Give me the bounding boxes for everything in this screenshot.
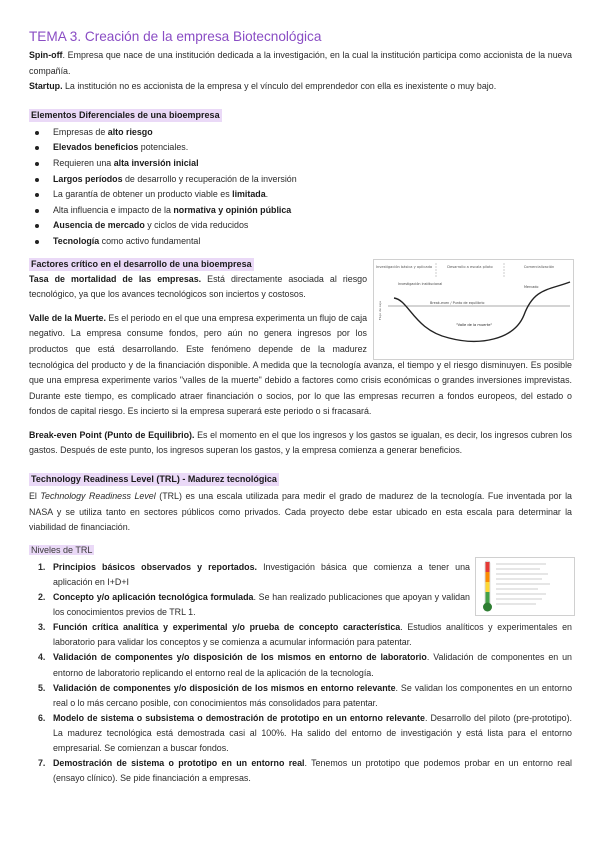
elementos-list [29, 125, 572, 250]
valley-of-death-figure [373, 259, 574, 360]
axis-label: Flujo de caja [378, 301, 382, 320]
startup-term: Startup. [29, 81, 63, 92]
list-item: 6. Modelo de sistema o subsistema o demostración de prototipo en un entorno relevante. Desarrollo del piloto (pre-prototipo). La madurez tecnológica está demostrada casi al 100%. Ha salido del entorno de investigación y está lista para el entorno empresarial. Se comienzan a buscar fondos. [38, 712, 572, 753]
list-item: 7. Demostración de sistema o prototipo en un entorno real. Tenemos un prototipo que podemos probar en un entorno real (ensayo clínico). Se pide financiación a empresas. [38, 758, 572, 784]
breakeven-paragraph [29, 428, 572, 459]
trl-scale-figure [475, 557, 575, 616]
valle-text: Es el periodo en el que una empresa experimenta un flujo de caja negativo. La empresa consume fondos, pero aún no genera ingresos por los productos que está desarrollando. Este fenómeno depende de la madurez tecnológica del producto y de la financiación disponible. A medida que la tecnología avanza, el tiempo y el riesgo disminuyen. Es posible que una empresa experimente varios "valles de la muerte" debido a factores como crisis económicas o grandes inversiones imprevistas. Durante este tiempo, es complicado atraer financiación o socios, por lo que las empresas recurren a fondos europeos, del estado o fondos de capital riesgo. Es incierto si la empresa superará este periodo o si fracasará. [29, 312, 572, 417]
list-item: La garantía de obtener un producto viable es limitada. [29, 187, 572, 203]
list-item: 5. Validación de componentes y/o disposición de los mismos en entorno relevante. Se validan los componentes en un entorno real o lo más cercano posible, con conocimientos más consolidados para patentar. [38, 682, 572, 708]
valley-label: "Valle de la muerte" [456, 323, 493, 327]
list-item: Ausencia de mercado y ciclos de vida reducidos [29, 218, 572, 234]
list-item: Alta influencia e impacto de la normativa y opinión pública [29, 203, 572, 219]
list-item: 3. Función crítica analítica y experimental y/o prueba de concepto característica. Estudios analíticos y experimentales en laboratorio para validar los conceptos y se comienza a acumular información para patentar. [38, 622, 572, 648]
list-item: Requieren una alta inversión inicial [29, 156, 572, 172]
stage-label: Investigación básica y aplicada [375, 265, 433, 269]
list-item: Empresas de alto riesgo [29, 125, 572, 141]
list-item: 1. Principios básicos observados y reportados. Investigación básica que comienza a tener una aplicación en I+D+I [38, 561, 470, 587]
list-item: 2. Concepto y/o aplicación tecnológica formulada. Se han realizado publicaciones que apoyan y validan los conocimientos previos de TRL 1. [38, 592, 470, 618]
trl-levels-heading: Niveles de TRL [31, 544, 93, 555]
list-item: Tecnología como activo fundamental [29, 234, 572, 250]
spinoff-text: . Empresa que nace de una institución dedicada a la investigación, en la cual la institución participa como accionista de la nueva compañía. [29, 50, 572, 76]
right-label: Mercado [524, 285, 539, 289]
trl-italic-term: Technology Readiness Level [40, 491, 156, 502]
trl-thermometer [476, 558, 574, 615]
spinoff-term: Spin-off [29, 50, 63, 60]
trl-intro: El Technology Readiness Level (TRL) es una escala utilizada para medir el grado de madurez de la tecnología. Fue inventada por la NASA y se utiliza tanto en sectores públicos como privados. Cada proyecto debe estar ubicado en esta escala para determinar la viabilidad de financiación. [29, 491, 572, 533]
startup-text: La institución no es accionista de la empresa y el vínculo del emprendedor con ella es inexistente o muy bajo. [62, 81, 497, 92]
spinoff-definition [29, 48, 572, 79]
tasa-term: Tasa de mortalidad de las empresas. [29, 273, 202, 284]
list-item: Largos períodos de desarrollo y recuperación de la inversión [29, 172, 572, 188]
valle-term: Valle de la Muerte. [29, 312, 106, 323]
valley-diagram [374, 260, 573, 359]
list-item: 4. Validación de componentes y/o disposición de los mismos en entorno de laboratorio. Validación de componentes en un entorno de laboratorio replicando el entorno real de la aplicación de la tecnología. [38, 652, 572, 678]
stage-label: Desarrollo a escala piloto [447, 265, 493, 269]
trl-heading: Technology Readiness Level (TRL) - Madurez tecnológica [31, 474, 277, 485]
left-label: Investigación institucional [398, 282, 443, 286]
elementos-heading: Elementos Diferenciales de una bioempresa [31, 109, 220, 120]
page-title: TEMA 3. Creación de la empresa Biotecnológica [29, 29, 322, 44]
breakeven-term: Break-even Point (Punto de Equilibrio). [29, 429, 195, 440]
factores-heading: Factores crítico en el desarrollo de una bioempresa [31, 258, 252, 269]
document-page [29, 28, 572, 786]
breakeven-label: Break-even / Punto de equilibrio [430, 301, 485, 305]
tasa-text: Está directamente asociada al riesgo tecnológico, ya que los avances tecnológicos son inciertos y costosos. [29, 273, 368, 300]
stage-label: Comercialización [523, 265, 555, 269]
breakeven-text: Es el momento en el que los ingresos y los gastos se igualan, es decir, los ingresos cubren los gastos. Después de este punto, los ingresos superan los gastos, y la empresa comienza a generar beneficios. [29, 429, 572, 456]
startup-definition [29, 79, 572, 95]
list-item: Elevados beneficios potenciales. [29, 140, 572, 156]
